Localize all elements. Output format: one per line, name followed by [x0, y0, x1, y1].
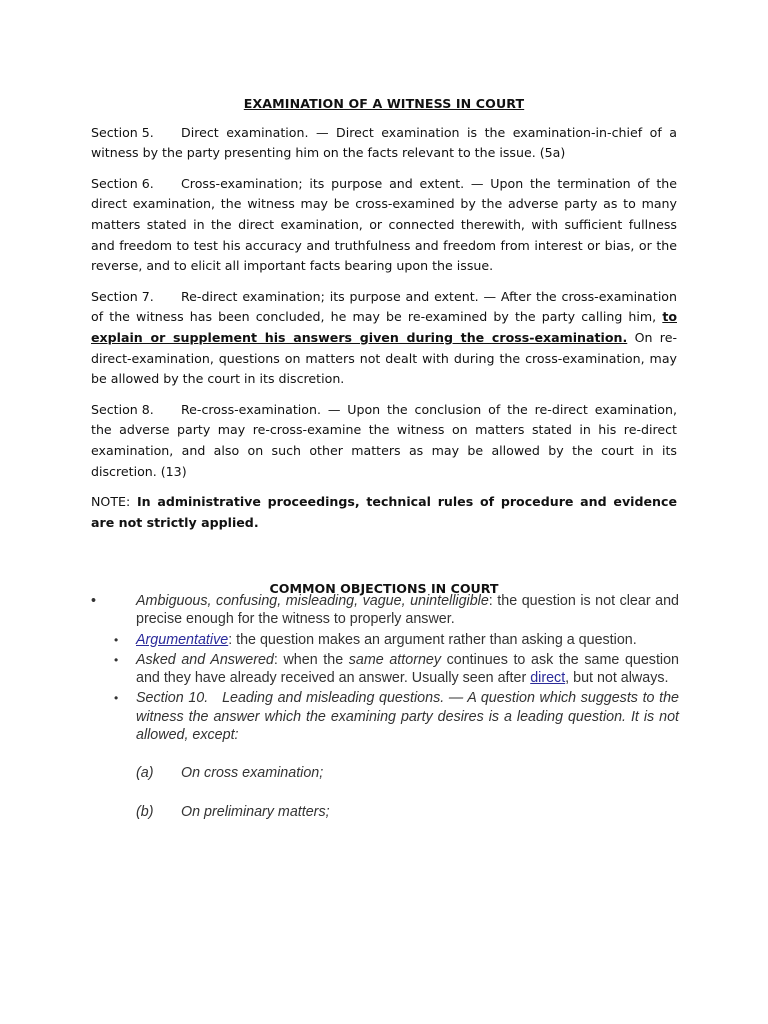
ambiguous-desc: : the question is not clear and precise enough for the witness to properly answer.: [136, 593, 679, 628]
bullet-icon: •: [91, 593, 97, 609]
section-5-paragraph: [91, 123, 677, 164]
objections-list: [91, 592, 683, 821]
list-item-asked-answered: [91, 651, 679, 688]
asked-answered-desc-3: , but not always.: [565, 670, 669, 687]
ambiguous-terms: Ambiguous, confusing, misleading, vague, unintelligible: [136, 593, 489, 609]
direct-link[interactable]: direct: [530, 670, 566, 687]
asked-answered-desc-2: continues to ask the same question and they have already received an answer. Usually seen after: [136, 651, 679, 687]
bullet-icon: •: [114, 652, 119, 667]
objections-title: COMMON OBJECTIONS IN COURT: [269, 581, 499, 597]
section-7-text-after: On re-direct-examination, questions on matters not dealt with during the cross-examination, may be allowed by the court in its discretion.: [91, 329, 677, 387]
exception-item-b: [91, 803, 679, 821]
section-5-text: Direct examination. — Direct examination is the examination-in-chief of a witness by the party presenting him on the facts relevant to the issue. (5a): [91, 124, 677, 161]
argumentative-desc: : the question makes an argument rather than asking a question.: [228, 631, 637, 648]
section-7-paragraph: [91, 287, 677, 390]
section-8-paragraph: [91, 400, 677, 482]
exception-text-a: On cross examination;: [181, 765, 324, 782]
note-paragraph: [91, 492, 677, 533]
exception-label-b: (b): [136, 803, 154, 820]
exception-text-b: On preliminary matters;: [181, 803, 330, 820]
section-10-text: Section 10. Leading and misleading questions. — A question which suggests to the witness the answer which the examining party desires is a leading question. It is not allowed, except:: [136, 690, 683, 744]
section-6-text: Cross-examination; its purpose and extent. — Upon the termination of the direct examination, the witness may be cross-examined by the adverse party as to many matters stated in the direct examination, or connected therewith, with sufficient fullness and freedom to test his accuracy and truthfulness and freedom from interest or bias, or the reverse, and to elicit all important facts bearing upon the issue.: [91, 175, 677, 274]
section-8-text: Re-cross-examination. — Upon the conclusion of the re-direct examination, the adverse party may re-cross-examine the witness on matters stated in his re-direct examination, and also on such other matters as may be allowed by the court in its discretion. (13): [91, 401, 677, 479]
section-7-emphasis: to explain or supplement his answers given during the cross-examination.: [91, 309, 677, 345]
bullet-icon: •: [114, 691, 119, 706]
bullet-icon: •: [114, 632, 119, 647]
note-text: In administrative proceedings, technical rules of procedure and evidence are not strictly applied.: [91, 494, 677, 530]
section-6-paragraph: [91, 174, 677, 277]
asked-answered-same-attorney: same attorney: [348, 651, 442, 668]
asked-answered-desc-1: : when the: [273, 651, 349, 668]
asked-answered-term: Asked and Answered: [136, 651, 274, 668]
exception-item-a: [91, 764, 679, 782]
list-item-argumentative: [91, 631, 679, 649]
note-label: NOTE:: [91, 494, 131, 510]
argumentative-link[interactable]: Argumentative: [136, 631, 229, 648]
section-6-label: Section 6.: [91, 175, 154, 191]
document-title: EXAMINATION OF A WITNESS IN COURT: [243, 96, 525, 111]
section-5-label: Section 5.: [91, 124, 154, 140]
section-7-text-before: Re-direct examination; its purpose and extent. — After the cross-examination of the witness has been concluded, he may be re-examined by the party calling him,: [91, 288, 677, 325]
document-body: [91, 94, 677, 618]
section-7-label: Section 7.: [91, 288, 154, 304]
exception-label-a: (a): [136, 765, 154, 782]
section-8-label: Section 8.: [91, 401, 154, 417]
list-item-section-10: [91, 689, 683, 744]
list-item-ambiguous: [91, 592, 679, 629]
